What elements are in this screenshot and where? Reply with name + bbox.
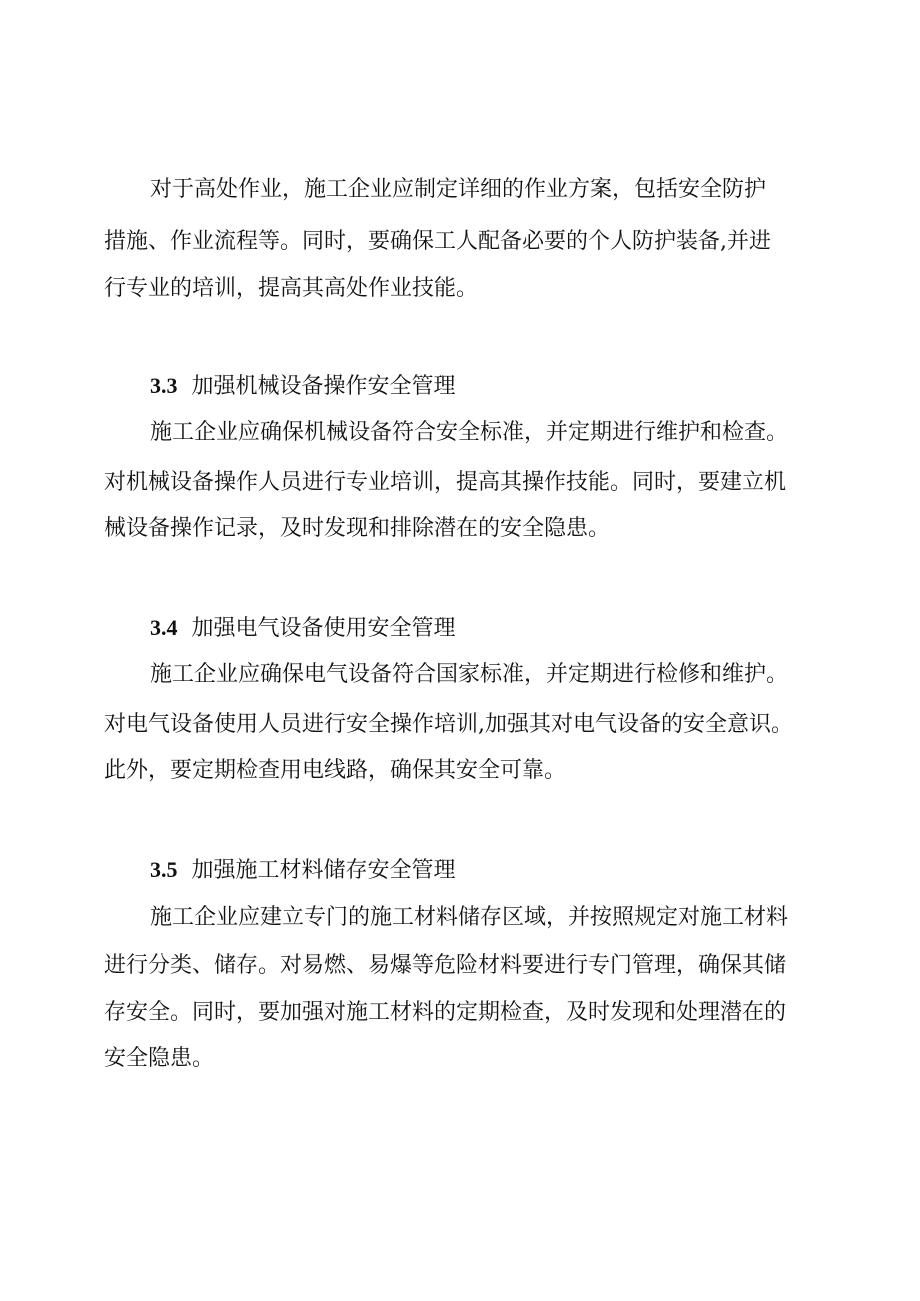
paragraph-line: 措施、作业流程等。同时，要确保工人配备必要的个人防护装备,并进 (104, 229, 771, 254)
section-title: 加强施工材料储存安全管理 (191, 858, 456, 883)
paragraph-line: 施工企业应确保机械设备符合安全标准，并定期进行维护和检查。 (150, 420, 789, 445)
section-heading (150, 371, 456, 402)
section-number: 3.5 (150, 857, 178, 882)
paragraph-line: 施工企业应建立专门的施工材料储存区域，并按照规定对施工材料 (150, 905, 789, 930)
section-number: 3.4 (150, 615, 178, 640)
paragraph-line: 械设备操作记录，及时发现和排除潜在的安全隐患。 (104, 516, 611, 541)
section-heading (150, 855, 456, 886)
paragraph-line: 此外，要定期检查用电线路，确保其安全可靠。 (104, 758, 567, 783)
section-heading (150, 613, 456, 644)
paragraph-line: 进行分类、储存。对易燃、易爆等危险材料要进行专门管理，确保其储 (104, 953, 787, 978)
paragraph-line: 对于高处作业，施工企业应制定详细的作业方案，包括安全防护 (150, 177, 767, 202)
paragraph-line: 对机械设备操作人员进行专业培训，提高其操作技能。同时，要建立机 (104, 470, 787, 495)
paragraph-line: 施工企业应确保电气设备符合国家标准，并定期进行检修和维护。 (150, 662, 789, 687)
paragraph-line: 存安全。同时，要加强对施工材料的定期检查，及时发现和处理潜在的 (104, 1000, 787, 1025)
paragraph-line: 行专业的培训，提高其高处作业技能。 (104, 276, 479, 301)
section-number: 3.3 (150, 373, 178, 398)
section-title: 加强电气设备使用安全管理 (191, 616, 456, 641)
paragraph-line: 安全隐患。 (104, 1046, 215, 1071)
section-title: 加强机械设备操作安全管理 (191, 374, 456, 399)
paragraph-line: 对电气设备使用人员进行安全操作培训,加强其对电气设备的安全意识。 (104, 712, 793, 737)
